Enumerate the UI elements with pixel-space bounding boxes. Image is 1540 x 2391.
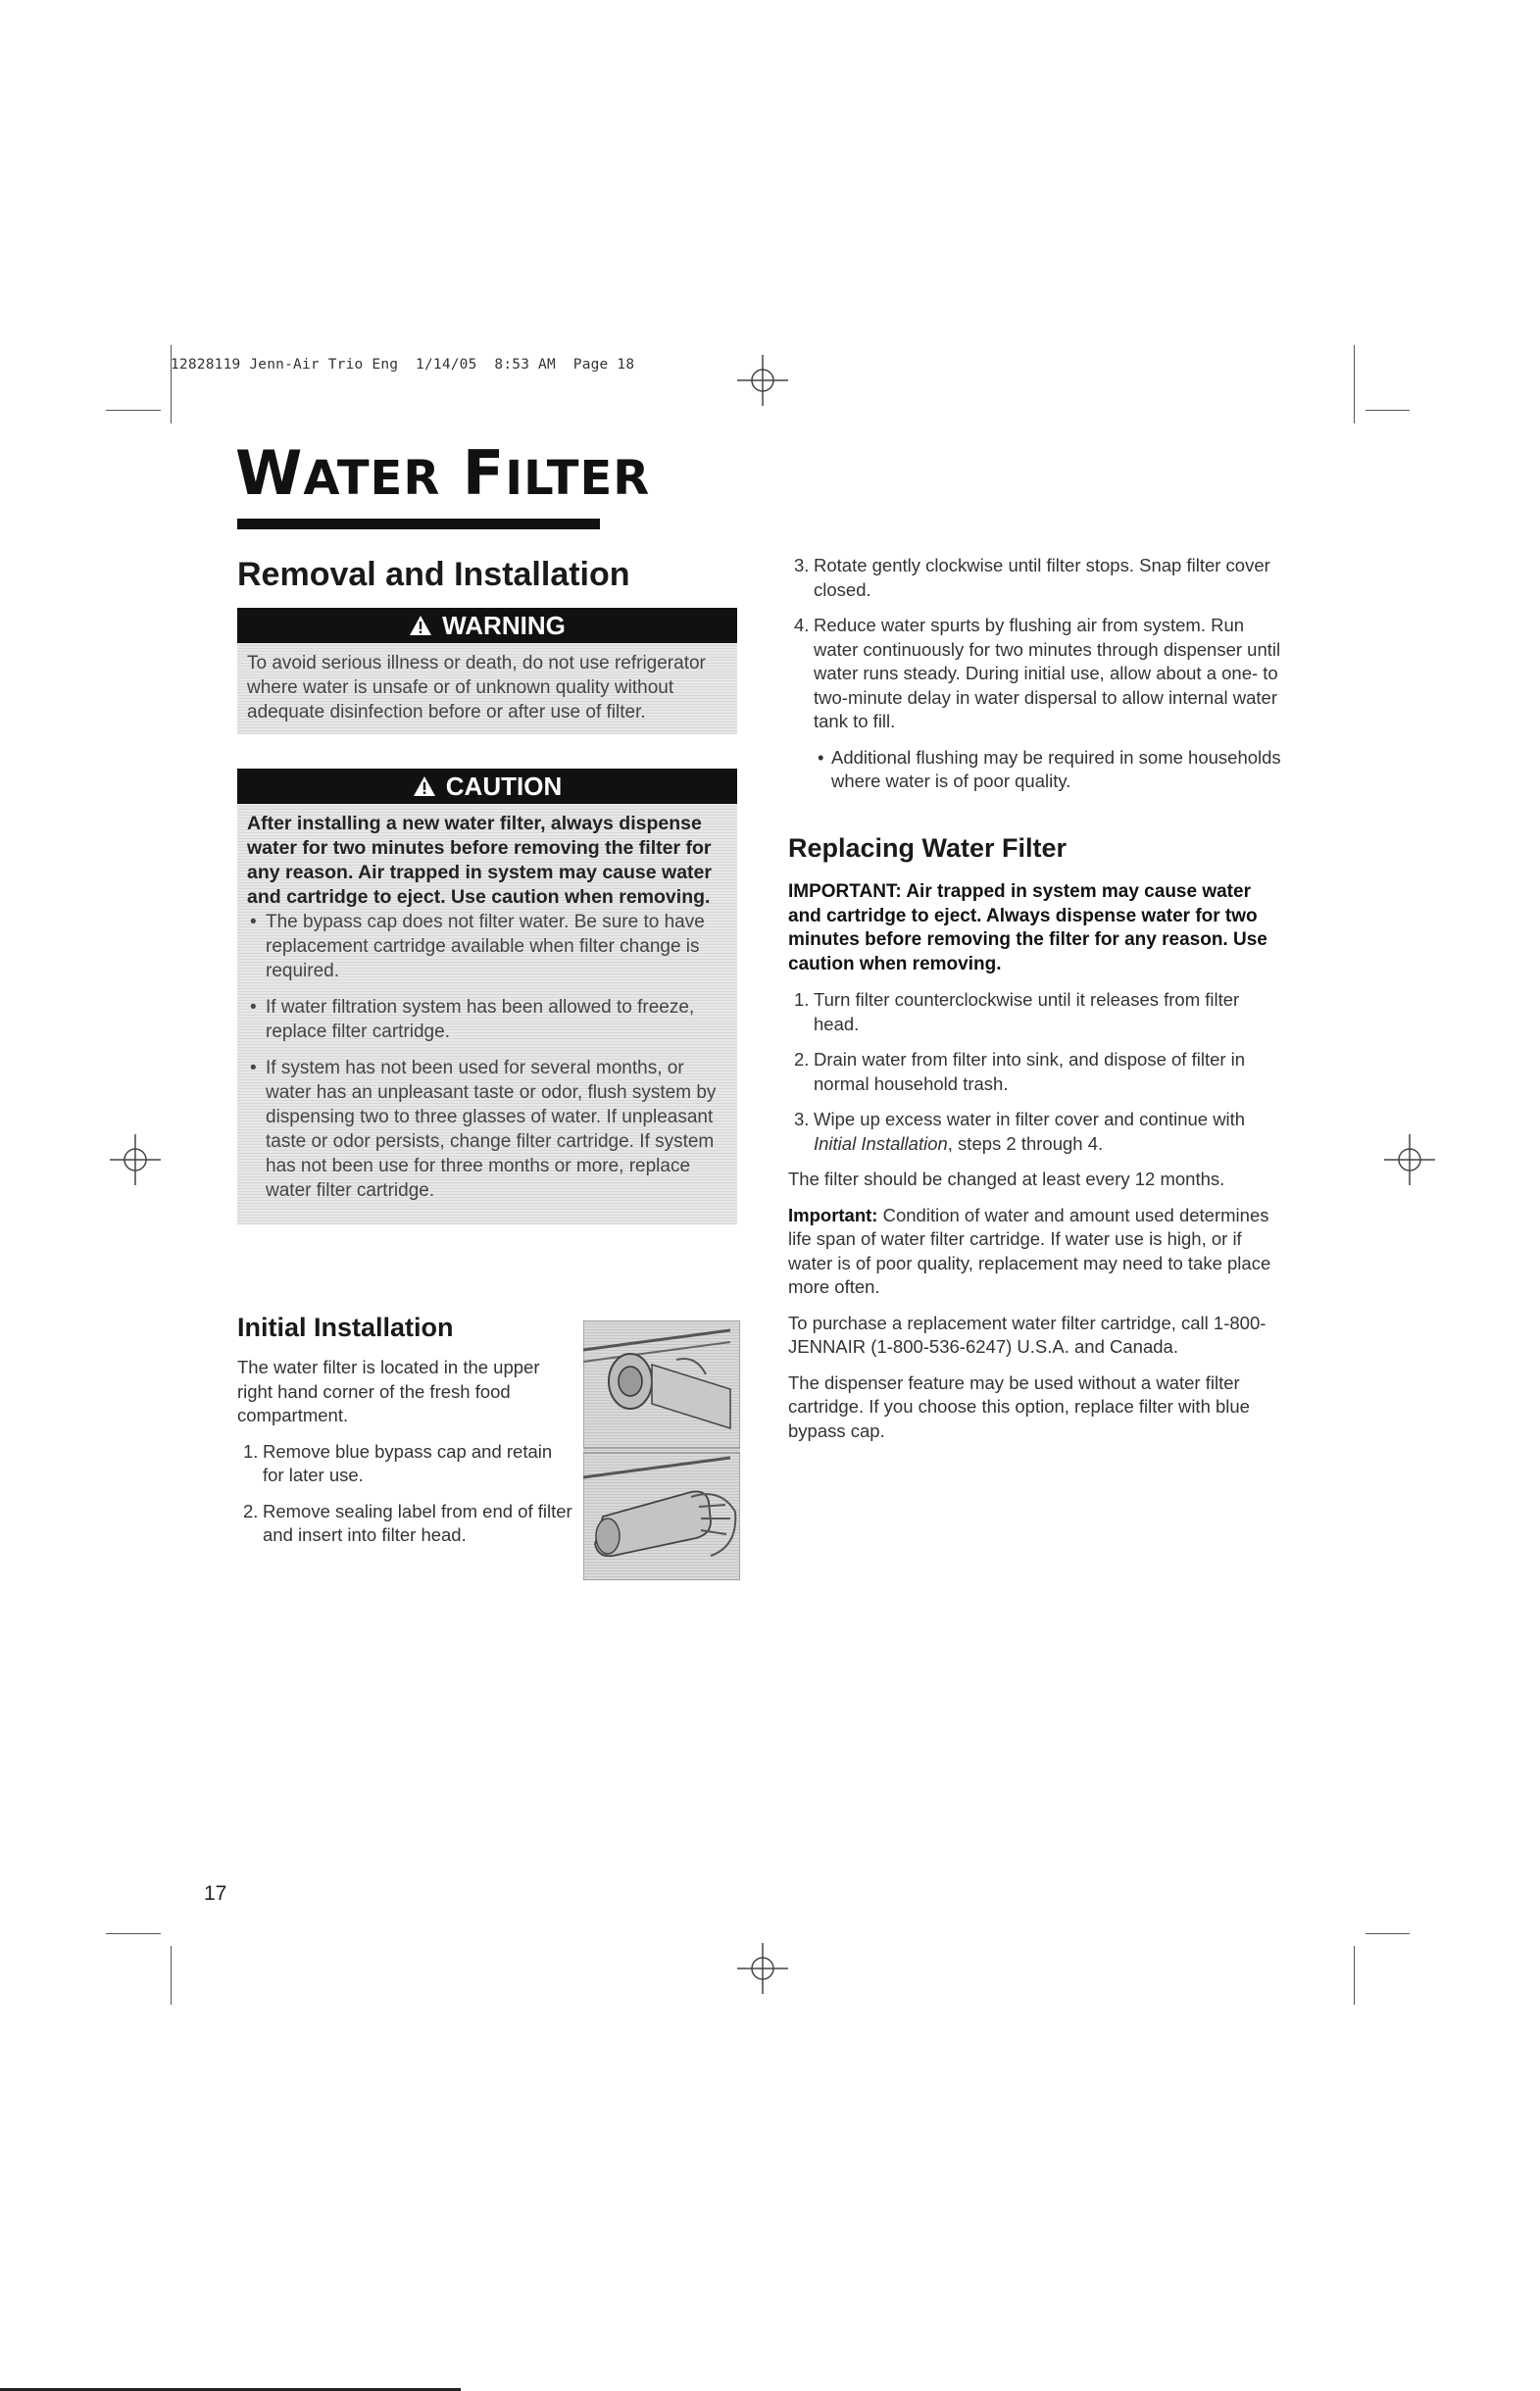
caution-label: CAUTION [445, 772, 563, 801]
list-item: • If system has not been used for several months, or water has an unpleasant taste or odor, flush system by dispensing two to three glasses of water. If unpleasant taste or odor persists, change filter cartridge. If system has not been use for three months or more, replace water filter cartridge. [247, 1056, 727, 1203]
caution-triangle-icon [413, 775, 436, 797]
filter-install-illustration [583, 1320, 740, 1580]
list-item: 1. Turn filter counterclockwise until it releases from filter head. [794, 989, 1240, 1034]
crop-mark [1366, 410, 1410, 411]
page-number: 17 [204, 1882, 227, 1905]
bypass-note: The dispenser feature may be used without a water filter cartridge. If you choose this option, replace filter with blue bypass cap. [788, 1371, 1250, 1441]
right-column [788, 554, 1283, 806]
list-item: 2. Remove sealing label from end of filter and insert into filter head. [243, 1500, 572, 1545]
list-item: • The bypass cap does not filter water. Be sure to have replacement cartridge available when filter change is required. [247, 910, 727, 983]
caution-list [247, 910, 727, 1203]
purchase-info: To purchase a replacement water filter cartridge, call 1-800-JENNAIR (1-800-536-6247) U.S.A. and Canada. [788, 1312, 1267, 1357]
replacing-text [788, 880, 1283, 1455]
print-slug: 12828119 Jenn-Air Trio Eng 1/14/05 8:53 AM Page 18 [171, 357, 635, 373]
crop-mark [106, 410, 161, 411]
list-item: 3. Rotate gently clockwise until filter stops. Snap filter cover closed. [794, 555, 1270, 600]
crop-mark [1354, 1946, 1355, 2005]
list-item: 1. Remove blue bypass cap and retain for later use. [243, 1440, 553, 1485]
registration-mark-icon [737, 1943, 788, 1994]
title-rule [237, 519, 600, 529]
replacing-heading: Replacing Water Filter [788, 833, 1068, 863]
caution-box [237, 769, 737, 1224]
list-item: 4. Reduce water spurts by flushing air from system. Run water continuously for two minutes through dispenser until water runs steady. During initial use, allow about a one- to two-minute delay in water dispersal to allow internal water tank to fill. [794, 615, 1281, 731]
registration-mark-icon [737, 355, 788, 406]
crop-mark [106, 1933, 161, 1934]
caution-lead: After installing a new water filter, always dispense water for two minutes before removing the filter for any reason. Air trapped in system may cause water and cartridge to eject. Use caution when removing. [247, 813, 712, 908]
crop-mark [1366, 1933, 1410, 1934]
crop-mark [171, 1946, 172, 2005]
crop-mark [1354, 345, 1355, 423]
important-notice: IMPORTANT: Air trapped in system may cause water and cartridge to eject. Always dispense water for two minutes before removing the filter for any reason. Use caution when removing. [788, 881, 1267, 974]
warning-box [237, 608, 737, 734]
section-heading: Removal and Installation [237, 556, 630, 593]
important-note: Important: Condition of water and amount used determines life span of water filter cartridge. If water use is high, or if water is of poor quality, replacement may need to take place more often. [788, 1204, 1271, 1297]
page-title: WATER FILTER [235, 437, 651, 509]
warning-triangle-icon [409, 615, 432, 636]
initial-installation-intro: The water filter is located in the upper right hand corner of the fresh food compartment. [237, 1357, 540, 1425]
registration-mark-icon [110, 1134, 161, 1185]
registration-mark-icon [1384, 1134, 1435, 1185]
list-item: 3. Wipe up excess water in filter cover and continue with Initial Installation, steps 2 through 4. [794, 1109, 1246, 1154]
list-item: • Additional flushing may be required in some households where water is of poor quality. [788, 746, 1283, 794]
initial-installation-heading: Initial Installation [237, 1313, 454, 1342]
list-item: 2. Drain water from filter into sink, and dispose of filter in normal household trash. [794, 1049, 1246, 1094]
warning-text: To avoid serious illness or death, do not use refrigerator where water is unsafe or of unknown quality without adequate disinfection before or after use of filter. [247, 653, 706, 722]
change-interval: The filter should be changed at least every 12 months. [788, 1169, 1225, 1189]
initial-installation-text [237, 1356, 575, 1560]
list-item: • If water filtration system has been allowed to freeze, replace filter cartridge. [247, 995, 727, 1044]
warning-label: WARNING [442, 611, 566, 640]
